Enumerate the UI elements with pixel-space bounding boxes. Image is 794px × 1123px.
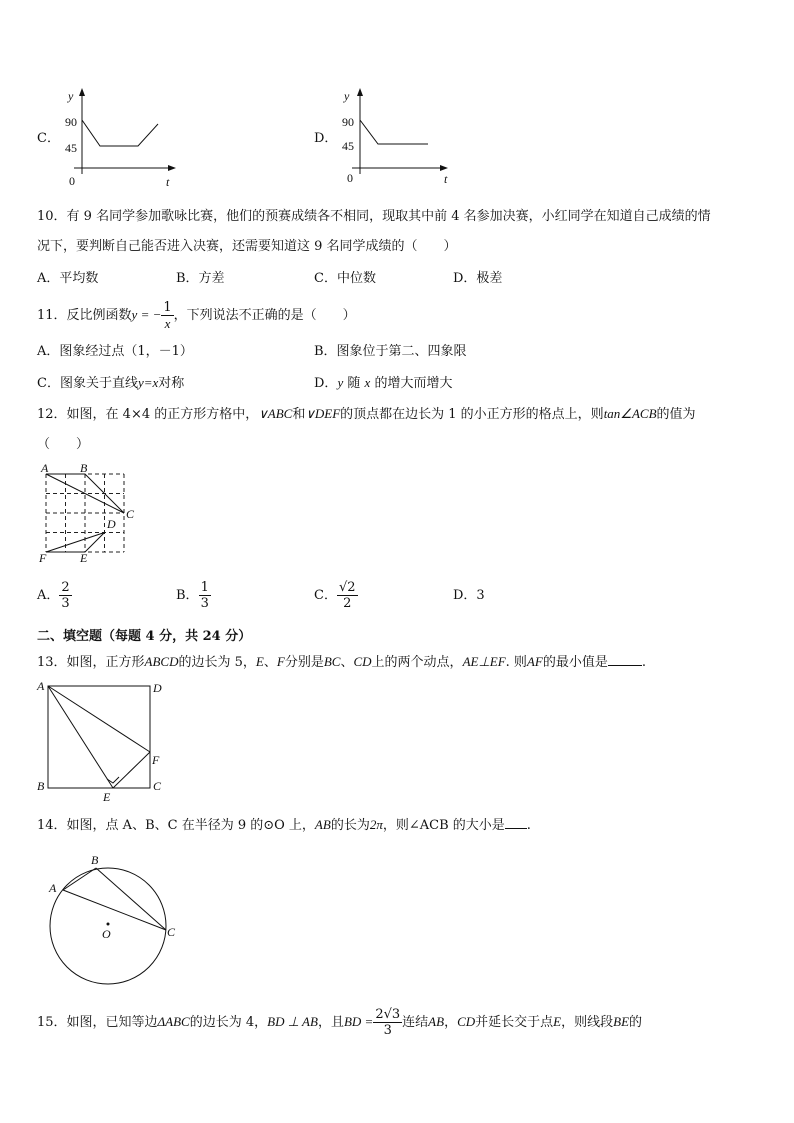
q9-c-t-label: t <box>166 175 170 189</box>
q11-func-lhs: y = − <box>131 307 162 322</box>
q13-label-e: E <box>103 790 111 804</box>
q13-square-figure <box>36 678 171 803</box>
section-2-title: 二、填空题（每题 4 分，共 24 分） <box>37 629 252 644</box>
q14-arc-len: 2π <box>369 817 383 832</box>
q11-suffix: ，下列说法不正确的是（ ） <box>173 308 356 323</box>
q13-label-d: D <box>153 681 162 695</box>
q13-stem <box>37 653 646 672</box>
q13-label-a: A <box>37 679 45 693</box>
q10-line1: 10．有 9 名同学参加歌咏比赛，他们的预赛成绩各不相同，现取其中前 4 名参加决赛，小红同学在知道自己成绩的情 <box>37 209 711 224</box>
q13-e: E <box>255 654 264 669</box>
q12-prefix: 12．如图，在 4×4 的正方形方格中， <box>37 407 259 422</box>
q15-p4: 连结 <box>402 1015 429 1030</box>
q11-optd-y: y <box>337 375 344 390</box>
q10-option-b: B．方差 <box>176 271 225 286</box>
q11-frac-den: x <box>164 316 171 331</box>
q9-d-tick-90: 90 <box>342 115 354 129</box>
q11-option-b: B．图象位于第二、四象限 <box>314 344 467 359</box>
q11-optc-suffix: 对称 <box>158 376 185 391</box>
q12-option-d: D．3 <box>453 588 485 603</box>
q13-p5: . 则 <box>505 655 527 670</box>
q10-line2: 况下，要判断自己能否进入决赛，还需要知道这 9 名同学成绩的（ ） <box>37 239 457 254</box>
q11-frac-num: 1 <box>163 300 172 315</box>
q13-abcd: ABCD <box>144 654 179 669</box>
q13-cd: CD <box>353 654 372 669</box>
q11-optd-x: x <box>364 375 371 390</box>
q15-ab: AB <box>428 1014 445 1029</box>
q15-p7: ，则线段 <box>561 1015 614 1030</box>
q14-p2: 的长为 <box>330 818 370 833</box>
q14-label-b: B <box>91 853 99 867</box>
q15-cd: CD <box>457 1014 476 1029</box>
q11-optd-prefix: D． <box>314 376 338 391</box>
q13-label-b: B <box>37 779 45 793</box>
q14-answer-blank[interactable] <box>505 816 527 829</box>
q12-label-b: B <box>80 461 88 475</box>
q9-d-y-label: y <box>344 89 350 103</box>
q11-optd-suffix: 的增大而增大 <box>374 376 453 391</box>
q15-e: E <box>553 1014 562 1029</box>
q9-option-c-graph <box>60 88 180 188</box>
q13-sep2: 、 <box>340 655 354 670</box>
q12-optc-num: √2 <box>338 580 356 595</box>
q13-ae-ef: AE⊥EF <box>462 654 506 669</box>
q13-label-f: F <box>152 753 160 767</box>
q11-prefix: 11．反比例函数 <box>37 308 132 323</box>
q10-option-a: A．平均数 <box>37 271 99 286</box>
q13-p2: 的边长为 5， <box>178 655 256 670</box>
q12-optb-den: 3 <box>200 596 209 611</box>
q12-optb-fraction <box>199 580 211 611</box>
q13-af: AF <box>526 654 543 669</box>
q15-frac-num: 2√3 <box>375 1007 401 1022</box>
q9-c-y-label: y <box>68 89 74 103</box>
q13-label-c: C <box>153 779 162 793</box>
q13-p4: 上的两个动点， <box>371 655 463 670</box>
q13-bc: BC <box>323 654 341 669</box>
q12-and: 和 <box>292 407 306 422</box>
q14-p3: ，则∠ACB 的大小是 <box>382 818 505 833</box>
q12-line1 <box>37 405 696 424</box>
q11-option-a: A．图象经过点（1，－1） <box>37 344 193 359</box>
q12-option-a <box>37 578 72 614</box>
q13-answer-blank[interactable] <box>608 653 642 666</box>
q15-bd-ab: BD ⊥ AB <box>267 1014 318 1029</box>
q11-optd-mid: 随 <box>347 376 361 391</box>
q15-fraction <box>373 1007 402 1038</box>
q9-option-d-graph <box>338 88 458 188</box>
q15-be: BE <box>613 1014 630 1029</box>
q12-label-c: C <box>126 507 135 521</box>
q12-opta-fraction <box>59 580 71 611</box>
q15-tri: ΔABC <box>157 1014 190 1029</box>
q14-circle-figure <box>40 850 190 985</box>
q12-tri2: ∨DEF <box>305 406 341 421</box>
q12-label-a: A <box>41 461 49 475</box>
q12-optb-num: 1 <box>200 580 209 595</box>
q12-label-d: D <box>107 517 116 531</box>
q11-optc-math: y=x <box>137 375 159 390</box>
q9-option-d-label: D． <box>314 131 338 146</box>
q11-stem <box>37 296 356 335</box>
q12-opta-den: 3 <box>61 596 70 611</box>
q9-d-t-label: t <box>444 172 448 186</box>
q15-stem <box>37 1002 642 1043</box>
q9-option-c-label: C． <box>37 131 60 146</box>
q12-optc-label: C． <box>314 588 337 603</box>
q12-optb-label: B． <box>176 588 199 603</box>
q15-p5: ， <box>444 1015 458 1030</box>
q14-arc: AB <box>314 817 331 832</box>
q12-label-e: E <box>80 551 88 565</box>
q12-line2: （ ） <box>37 437 90 452</box>
q13-end: . <box>641 655 646 670</box>
q15-p1: 15．如图，已知等边 <box>37 1015 158 1030</box>
q12-optc-fraction <box>337 580 358 611</box>
q14-label-a: A <box>49 881 57 895</box>
q13-p6: 的最小值是 <box>542 655 608 670</box>
q12-option-b <box>176 578 211 614</box>
q9-c-origin: 0 <box>69 174 75 188</box>
q13-f: F <box>276 654 285 669</box>
q15-p2: 的边长为 4， <box>189 1015 268 1030</box>
q12-opta-label: A． <box>37 588 60 603</box>
q12-optc-den: 2 <box>343 596 352 611</box>
q12-label-f: F <box>39 551 47 565</box>
q9-c-tick-45: 45 <box>65 141 77 155</box>
q12-tan: tan∠ACB <box>603 406 657 421</box>
q13-p1: 13．如图，正方形 <box>37 655 145 670</box>
q14-p1: 14．如图，点 A、B、C 在半径为 9 的⊙O 上， <box>37 818 315 833</box>
q12-opta-num: 2 <box>61 580 70 595</box>
q12-option-c <box>314 578 358 614</box>
q11-fraction <box>161 300 173 331</box>
q15-p6: 并延长交于点 <box>475 1015 554 1030</box>
q15-p8: 的 <box>629 1015 643 1030</box>
q9-d-origin: 0 <box>347 171 353 185</box>
q14-label-o: O <box>102 927 111 941</box>
q15-bd-eq: BD = <box>343 1014 374 1029</box>
q10-option-d: D．极差 <box>453 271 503 286</box>
q14-stem <box>37 816 531 835</box>
q15-p3: ，且 <box>317 1015 344 1030</box>
q11-option-d <box>314 374 452 393</box>
q11-optc-prefix: C．图象关于直线 <box>37 376 138 391</box>
q11-option-c <box>37 374 184 393</box>
q10-option-c: C．中位数 <box>314 271 376 286</box>
q14-end: . <box>526 818 531 833</box>
q14-label-c: C <box>167 925 176 939</box>
q9-d-tick-45: 45 <box>342 139 354 153</box>
q15-frac-den: 3 <box>383 1023 392 1038</box>
q12-tri1: ∨ABC <box>258 406 293 421</box>
q12-suffix: 的值为 <box>656 407 696 422</box>
q12-mid: 的顶点都在边长为 1 的小正方形的格点上，则 <box>340 407 604 422</box>
q9-c-tick-90: 90 <box>65 115 77 129</box>
q13-sep: 、 <box>263 655 277 670</box>
q13-p3: 分别是 <box>284 655 324 670</box>
q12-grid-figure <box>38 462 148 568</box>
